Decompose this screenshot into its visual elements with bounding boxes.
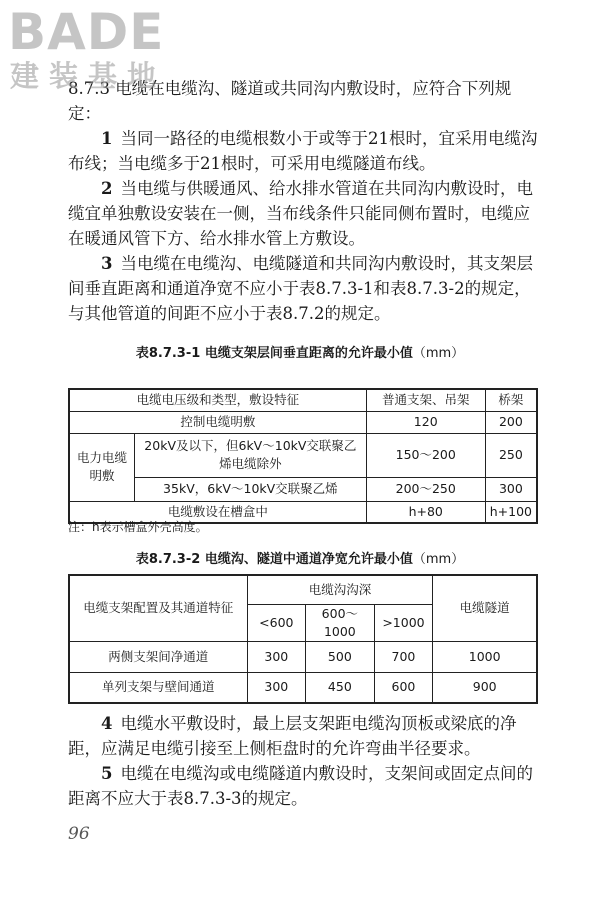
watermark-subtitle: 建装基地 [10,59,167,93]
row-label: 35kV，6kV～10kV交联聚乙烯 [135,477,367,501]
header-cell: 桥架 [485,389,537,411]
cell-value: h+100 [485,501,537,523]
cell-value: 150～200 [366,433,485,477]
item-number: 5 [101,764,113,783]
item-number: 4 [101,714,113,733]
cell-value: 450 [306,672,374,703]
cell-value: 250 [485,433,537,477]
item-text: 当电缆与供暖通风、给水排水管道在共同沟内敷设时，电缆宜单独敷设安装在一侧，当布线条件只能同侧布置时，电缆应在暖通风管下方、给水排水管上方敷设。 [68,179,533,248]
header-cell: 电缆电压级和类型，敷设特征 [69,389,366,411]
cell-value: 300 [485,477,537,501]
item-text: 电缆水平敷设时，最上层支架距电缆沟顶板或梁底的净距，应满足电缆引接至上侧柜盘时的允许弯曲半径要求。 [68,714,517,758]
header-cell: 600～1000 [306,604,374,641]
header-cell: 电缆沟沟深 [247,575,433,604]
cell-value: 600 [374,672,433,703]
watermark-logo [8,3,178,96]
item-text: 当同一路径的电缆根数小于或等于21根时，宜采用电缆沟布线；当电缆多于21根时，可采用电缆隧道布线。 [68,129,538,173]
row-label: 控制电缆明敷 [69,411,366,433]
watermark-brand: BADE [8,3,165,61]
header-cell: >1000 [374,604,433,641]
header-cell: 电缆支架配置及其通道特征 [69,575,247,641]
table-row [69,411,537,433]
header-cell: <600 [247,604,306,641]
clause-item-4 [68,711,538,761]
table-row [69,672,537,703]
cell-value: 700 [374,641,433,672]
cell-value: 900 [433,672,537,703]
table1-caption-text: 表8.7.3-1 电缆支架层间垂直距离的允许最小值 [135,346,413,361]
cell-value: 1000 [433,641,537,672]
cell-value: 200 [485,411,537,433]
header-cell: 普通支架、吊架 [366,389,485,411]
table2-caption [0,548,600,567]
group-label: 电力电缆明敷 [69,433,135,501]
cell-value: h+80 [366,501,485,523]
item-number: 3 [101,254,113,273]
table-channel-width [68,574,538,704]
table2-unit: （mm） [412,552,465,567]
cell-value: 200～250 [366,477,485,501]
item-number: 2 [101,179,113,198]
clause-item-3 [68,251,538,326]
table1-caption [0,342,600,361]
table-row [69,389,537,411]
row-label: 20kV及以下，但6kV～10kV交联聚乙烯电缆除外 [135,433,367,477]
cell-value: 120 [366,411,485,433]
clause-item-2 [68,176,538,251]
clause-intro-text: 8.7.3 电缆在电缆沟、隧道或共同沟内敷设时，应符合下列规定： [68,79,512,123]
item-number: 1 [101,129,113,148]
table1-note: 注：h表示槽盒外壳高度。 [68,520,208,534]
table-row [69,433,537,477]
table-row [69,641,537,672]
table2-caption-text: 表8.7.3-2 电缆沟、隧道中通道净宽允许最小值 [135,552,413,567]
cell-value: 500 [306,641,374,672]
row-label: 两侧支架间净通道 [69,641,247,672]
table1-unit: （mm） [412,346,465,361]
clause-item-5 [68,761,538,811]
item-text: 当电缆在电缆沟、电缆隧道和共同沟内敷设时，其支架层间垂直距离和通道净宽不应小于表8.7.3-1和表8.7.3-2的规定，与其他管道的间距不应小于表8.7.2的规定。 [68,254,533,323]
header-cell: 电缆隧道 [433,575,537,641]
table-row [69,575,537,604]
cell-value: 300 [247,641,306,672]
clause-item-1 [68,126,538,176]
table-bracket-spacing [68,388,538,524]
item-text: 电缆在电缆沟或电缆隧道内敷设时，支架间或固定点间的距离不应大于表8.7.3-3的规定。 [68,764,533,808]
row-label: 单列支架与壁间通道 [69,672,247,703]
table-row [69,477,537,501]
row-label: 电缆敷设在槽盒中 [69,501,366,523]
page-number: 96 [68,824,90,844]
cell-value: 300 [247,672,306,703]
